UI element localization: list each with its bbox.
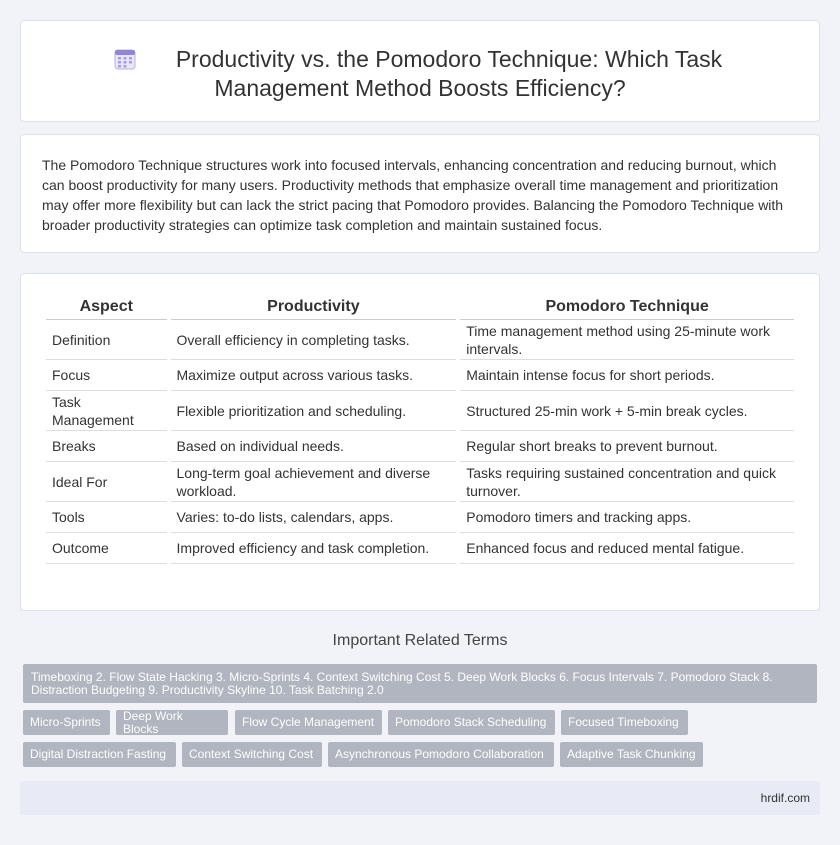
row-aspect: Outcome xyxy=(46,533,167,564)
related-tag-long[interactable] xyxy=(23,664,817,703)
row-aspect: Tools xyxy=(46,502,167,533)
row-pomodoro: Enhanced focus and reduced mental fatigue. xyxy=(460,533,794,564)
page-title xyxy=(118,45,722,103)
table-row xyxy=(46,391,794,431)
row-pomodoro: Tasks requiring sustained concentration and quick turnover. xyxy=(460,462,794,502)
intro-card xyxy=(20,134,820,253)
related-tag[interactable]: Adaptive Task Chunking xyxy=(560,742,703,767)
related-tag[interactable]: Pomodoro Stack Scheduling xyxy=(388,710,555,735)
row-pomodoro: Time management method using 25-minute work intervals. xyxy=(460,320,794,360)
row-aspect: Definition xyxy=(46,320,167,360)
related-terms-title: Important Related Terms xyxy=(332,632,508,649)
row-productivity: Flexible prioritization and scheduling. xyxy=(171,391,457,431)
related-tag[interactable]: Flow Cycle Management xyxy=(235,710,382,735)
table-row xyxy=(46,320,794,360)
comparison-table xyxy=(42,296,798,564)
related-tag-long-label: Timeboxing 2. Flow State Hacking 3. Micro-Sprints 4. Context Switching Cost 5. Deep Work Blocks 6. Focus Intervals 7. Pomodoro Stack 8. Distraction Budgeting 9. Productivity Skyline 10. Task Batching 2.0 xyxy=(31,669,773,697)
page-title-line1: Productivity vs. the Pomodoro Technique: Which Task xyxy=(175,46,723,72)
header-productivity: Productivity xyxy=(171,296,457,320)
row-productivity: Maximize output across various tasks. xyxy=(171,360,457,391)
row-pomodoro: Structured 25-min work + 5-min break cycles. xyxy=(460,391,794,431)
row-aspect: Task Management xyxy=(46,391,167,431)
footer xyxy=(20,781,820,815)
table-row xyxy=(46,462,794,502)
related-tag[interactable]: Asynchronous Pomodoro Collaboration xyxy=(328,742,554,767)
row-productivity: Based on individual needs. xyxy=(171,431,457,462)
table-row xyxy=(46,431,794,462)
table-row xyxy=(46,360,794,391)
row-productivity: Long-term goal achievement and diverse workload. xyxy=(171,462,457,502)
related-tag[interactable]: Focused Timeboxing xyxy=(561,710,688,735)
header-pomodoro: Pomodoro Technique xyxy=(460,296,794,320)
row-aspect: Focus xyxy=(46,360,167,391)
row-pomodoro: Regular short breaks to prevent burnout. xyxy=(460,431,794,462)
table-row xyxy=(46,533,794,564)
table-row xyxy=(46,502,794,533)
row-pomodoro: Maintain intense focus for short periods. xyxy=(460,360,794,391)
row-aspect: Ideal For xyxy=(46,462,167,502)
row-productivity: Improved efficiency and task completion. xyxy=(171,533,457,564)
intro-paragraph: The Pomodoro Technique structures work into focused intervals, enhancing concentration and reducing burnout, which can boost productivity for many users. Productivity methods that emphasize overall time management and prioritization may offer more flexibility but can lack the strict pacing that Pomodoro provides. Balancing the Pomodoro Technique with broader productivity strategies can optimize task completion and maintain sustained focus. xyxy=(42,157,784,233)
header-card xyxy=(20,20,820,122)
row-pomodoro: Pomodoro timers and tracking apps. xyxy=(460,502,794,533)
related-tag[interactable]: Deep Work Blocks xyxy=(116,710,228,735)
related-tag[interactable]: Digital Distraction Fasting xyxy=(23,742,176,767)
footer-site[interactable]: hrdif.com xyxy=(760,791,810,805)
header-aspect: Aspect xyxy=(46,296,167,320)
comparison-card xyxy=(20,273,820,611)
page-title-line2: Management Method Boosts Efficiency? xyxy=(214,75,626,101)
row-aspect: Breaks xyxy=(46,431,167,462)
related-tag[interactable]: Micro-Sprints xyxy=(23,710,110,735)
row-productivity: Overall efficiency in completing tasks. xyxy=(171,320,457,360)
row-productivity: Varies: to-do lists, calendars, apps. xyxy=(171,502,457,533)
related-tag[interactable]: Context Switching Cost xyxy=(182,742,322,767)
